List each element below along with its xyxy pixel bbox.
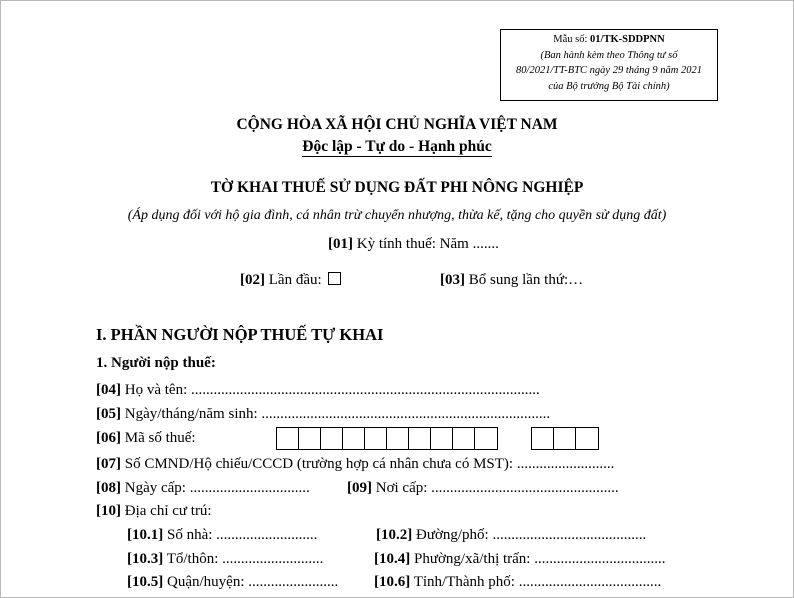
field-08-issue-date[interactable]: [08] Ngày cấp: ................................ [96,480,310,496]
tax-code-suffix-box[interactable] [554,428,576,449]
field-03-supplement: [03] Bổ sung lần thứ:… [440,272,584,288]
form-issuance-line1: (Ban hành kèm theo Thông tư số [540,49,678,61]
first-time-checkbox[interactable] [328,272,341,285]
form-code-box [500,29,718,101]
motto-text: Độc lập - Tự do - Hạnh phúc [302,138,492,155]
tax-code-digit-box[interactable] [299,428,321,449]
field-10-4-ward[interactable]: [10.4] Phường/xã/thị trấn: ................................... [374,551,666,567]
tax-code-suffix-boxes[interactable] [531,427,599,450]
tax-code-digit-box[interactable] [475,428,497,449]
tax-code-digit-box[interactable] [321,428,343,449]
motto-heading [0,138,794,156]
tax-code-suffix-box[interactable] [532,428,554,449]
field-04-full-name[interactable]: [04] Họ và tên: ............................................................................................. [96,382,540,398]
subsection-heading: 1. Người nộp thuế: [96,355,216,371]
tax-code-digit-box[interactable] [453,428,475,449]
form-issuance-line3: của Bộ trưởng Bộ Tài chính) [548,80,670,92]
field-06-tax-code: [06] Mã số thuế: [96,430,196,446]
tax-code-digit-box[interactable] [277,428,299,449]
tax-code-digit-box[interactable] [431,428,453,449]
country-heading: CỘNG HÒA XÃ HỘI CHỦ NGHĨA VIỆT NAM [236,116,558,133]
field-10-5-district[interactable]: [10.5] Quận/huyện: ........................ [127,574,339,590]
field-10-6-province[interactable]: [10.6] Tỉnh/Thành phố: ...................................... [374,574,662,590]
field-10-3-hamlet[interactable]: [10.3] Tổ/thôn: ........................... [127,551,324,567]
form-code-label: Mẫu số: [553,34,591,45]
field-10-1-house-number[interactable]: [10.1] Số nhà: ........................... [127,527,318,543]
field-10-2-street[interactable]: [10.2] Đường/phố: ......................................... [376,527,647,543]
field-10-residence: [10] Địa chỉ cư trú: [96,503,212,519]
document-subtitle: (Áp dụng đối với hộ gia đình, cá nhân trừ chuyển nhượng, thừa kế, tặng cho quyền sử dụng đất) [127,208,667,223]
tax-code-digit-box[interactable] [365,428,387,449]
section-heading: I. PHẦN NGƯỜI NỘP THUẾ TỰ KHAI [96,325,384,344]
field-02-first-time: [02] Lần đầu: [240,272,341,289]
tax-code-digit-box[interactable] [343,428,365,449]
tax-code-digit-boxes[interactable] [276,427,498,450]
tax-code-digit-box[interactable] [409,428,431,449]
field-01-tax-period: [01] Kỳ tính thuế: Năm ....... [328,236,499,252]
tax-code-digit-box[interactable] [387,428,409,449]
field-09-issue-place[interactable]: [09] Nơi cấp: .................................................. [347,480,619,496]
document-title: TỜ KHAI THUẾ SỬ DỤNG ĐẤT PHI NÔNG NGHIỆP [210,179,584,196]
form-issuance-line2: 80/2021/TT-BTC ngày 29 tháng 9 năm 2021 [516,65,702,76]
tax-code-suffix-box[interactable] [576,428,598,449]
form-code: 01/TK-SDDPNN [590,34,665,45]
field-07-id-number[interactable]: [07] Số CMND/Hộ chiếu/CCCD (trường hợp cá nhân chưa có MST): .......................... [96,456,615,472]
field-05-birth-date[interactable]: [05] Ngày/tháng/năm sinh: ............................................................................. [96,406,551,422]
